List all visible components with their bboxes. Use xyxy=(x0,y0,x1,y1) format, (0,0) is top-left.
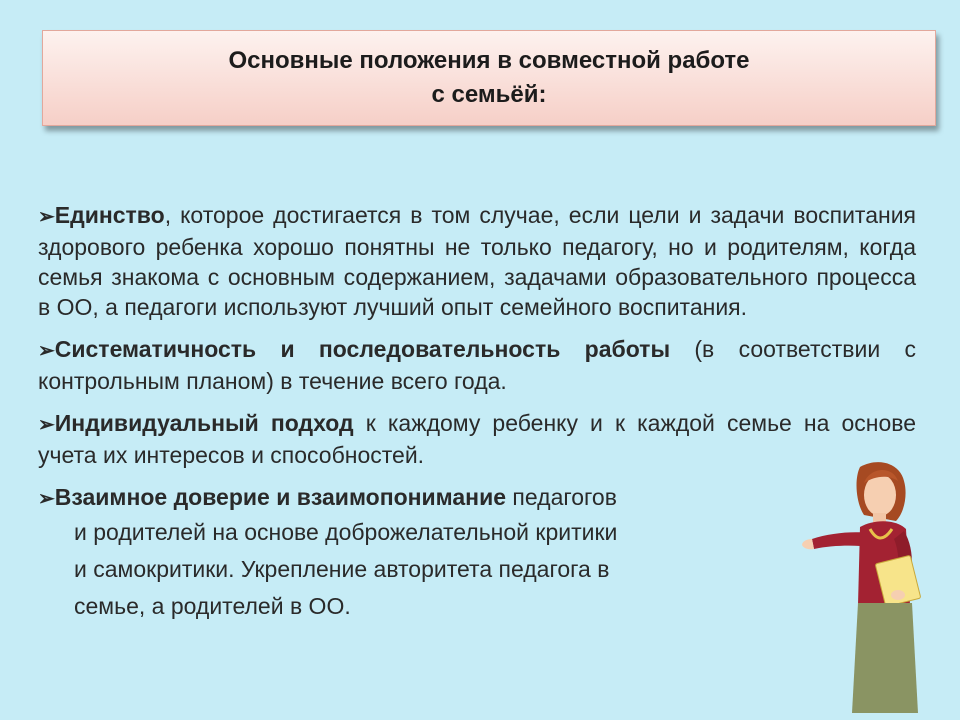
bullet-first-line xyxy=(38,482,916,514)
bullet-continuation: и родителей на основе доброжелательной критики xyxy=(74,519,618,545)
bullet-text: , которое достигается в том случае, если цели и задачи воспитания здорового ребенка хорошо понятны не только педагогу, но и родителям, когда семья знакома с основным содержанием, задачами образовательного процесса в ОО, а педагоги используют лучший опыт семейного воспитания. xyxy=(38,202,916,320)
bullet-continuation: семье, а родителей в ОО. xyxy=(74,593,351,619)
bullet-term: Единство xyxy=(54,202,165,228)
bullet-text: (в соответствии с контрольным планом) в течение всего года. xyxy=(38,336,916,394)
arrow-bullet-icon: ➢ xyxy=(38,488,55,510)
arrow-bullet-icon: ➢ xyxy=(38,414,55,436)
page-title: Основные положения в совместной работе xyxy=(228,47,750,74)
bullet-individual xyxy=(38,408,916,470)
content xyxy=(38,200,916,637)
bullet-term: Систематичность и последовательность работы xyxy=(54,336,671,362)
bullet-text: педагогов xyxy=(506,484,617,510)
arrow-bullet-icon: ➢ xyxy=(38,206,55,228)
bullet-trust xyxy=(38,482,916,625)
bullet-term: Взаимное доверие и взаимопонимание xyxy=(54,484,507,510)
bullet-term: Индивидуальный подход xyxy=(54,410,354,436)
bullet-systematic xyxy=(38,334,916,396)
bullet-continuation: и самокритики. Укрепление авторитета педагога в xyxy=(74,556,610,582)
teacher-illustration-icon xyxy=(800,455,940,715)
page-subtitle: с семьёй: xyxy=(431,81,547,108)
arrow-bullet-icon: ➢ xyxy=(38,340,55,362)
bullet-text: к каждому ребенку и к каждой семье на основе учета их интересов и способностей. xyxy=(38,410,916,468)
title-box xyxy=(42,30,936,126)
bullet-unity xyxy=(38,200,916,322)
